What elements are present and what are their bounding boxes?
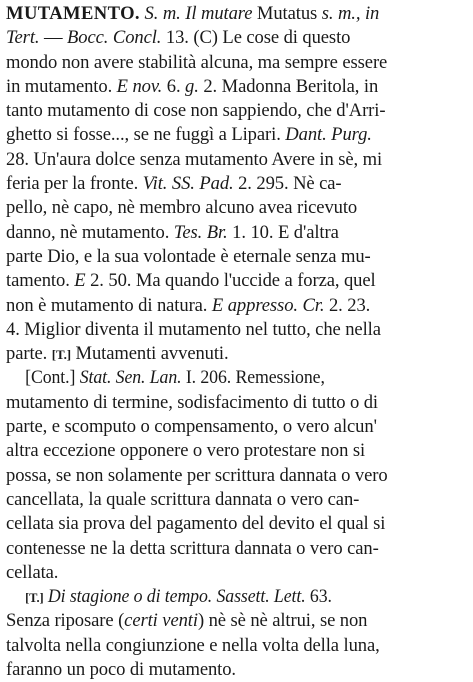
entry-text-run: 2. 50. Ma quando l'uccide a forza, quel [85,270,376,292]
entry-line [6,196,465,220]
italic-text: s. m., [321,3,361,24]
entry-text-run: in mutamento. [6,75,117,97]
entry-text-run: Mutamenti avvenuti. [70,343,229,365]
entry-line [6,537,465,561]
entry-line [6,439,465,463]
entry-text-run: 13. (C) Le cose di questo [161,27,351,49]
entry-text-run: 2. 23. [324,294,371,316]
italic-text: S. m. [144,3,181,24]
entry-line [6,99,465,123]
entry-line [6,585,445,609]
entry-line [6,512,465,536]
entry-text-run: possa, se non solamente per scrittura dannata o vero [6,464,388,486]
entry-text-run: parte Dio, e la sua volontade è eternale senza mu- [6,245,371,267]
italic-text: Bocc. Concl. [67,27,162,49]
entry-text-run: faranno un poco di mutamento. [6,659,236,681]
italic-text: E [74,270,86,292]
entry-line [6,26,465,50]
dictionary-entry-mutamento [6,2,465,682]
entry-line [6,318,465,342]
entry-line [6,123,465,147]
entry-text-run: 6. [162,75,186,97]
italic-text: Vit. SS. Pad. [142,173,234,195]
entry-text-run: I. 206. Remessione, [181,367,325,389]
entry-line [6,269,465,293]
entry-text-run: tamento. [6,270,75,292]
entry-line [6,172,465,196]
italic-text: g. [185,75,199,97]
italic-text: Dant. Purg. [285,124,372,146]
entry-text-run: [Cont.] [25,367,80,389]
entry-text-run: cellata sia prova del pagamento del devito el qual si [6,513,386,535]
entry-text-run: talvolta nella congiunzione e nella volta della luna, [6,634,380,656]
entry-text-run: 1. 10. E d'altra [227,221,339,243]
entry-text-run: cancellata, la quale scrittura dannata o vero can- [6,488,360,510]
italic-text: Tes. Br. [173,221,228,243]
entry-text-run: 2. 295. Nè ca- [233,173,342,195]
entry-text-run: altra eccezione opponere o vero protestare non si [6,440,366,462]
entry-line [6,342,465,366]
entry-text-run: mutamento di termine, sodisfacimento di tutto o di [6,391,378,413]
entry-text-run: Mutatus [252,3,322,24]
italic-text: Di stagione o di tempo. Sassett. Lett. [47,586,306,608]
entry-line [6,658,465,682]
headword: MUTAMENTO. [6,3,140,24]
entry-line [6,2,465,26]
entry-line [6,294,465,318]
section-marker: [T.] [51,347,71,363]
entry-text-run: 28. Un'aura dolce senza mutamento Avere in sè, mi [6,148,383,170]
entry-text-run: contenesse ne la detta scrittura dannata o vero can- [6,537,379,559]
entry-line [6,391,465,415]
italic-text: Tert. [6,27,40,49]
entry-line [6,148,465,172]
italic-text: Stat. Sen. Lan. [79,367,182,389]
entry-text-run: parte. [6,343,52,365]
italic-text: E appresso. Cr. [211,294,325,316]
entry-text-run: Senza riposare ( [6,610,125,632]
entry-text-run: ) nè sè nè altrui, se non [197,610,368,632]
entry-text-run: 4. Miglior diventa il mutamento nel tutto, che nella [6,318,381,340]
entry-text-run: danno, nè mutamento. [6,221,174,243]
entry-line [6,366,445,390]
entry-text-run: — [39,27,68,49]
entry-text-run: pello, nè capo, nè membro alcuno avea ricevuto [6,197,358,219]
entry-line [6,221,465,245]
entry-text-run: 63. [305,586,332,608]
entry-text-run: feria per la fronte. [6,173,143,195]
entry-line [6,51,465,75]
section-marker: [T.] [25,590,44,606]
italic-text: E nov. [116,75,163,97]
entry-line [6,488,465,512]
entry-line [6,634,465,658]
entry-text-run: non è mutamento di natura. [6,294,212,316]
entry-line [6,464,465,488]
entry-text-run: 2. Madonna Beritola, in [198,75,379,97]
entry-line [6,75,465,99]
entry-line [6,561,465,585]
entry-line [6,415,465,439]
entry-line [6,245,465,269]
entry-text-run: ghetto si fosse..., se ne fuggì a Lipari. [6,124,286,146]
italic-text: in [364,3,380,24]
entry-line [6,609,465,633]
entry-text-run: parte, e scomputo o compensamento, o vero alcun' [6,416,377,438]
italic-text: certi venti [124,610,198,632]
entry-text-run: cellata. [6,561,59,583]
entry-text-run: tanto mutamento di cose non sappiendo, che d'Arri- [6,100,386,122]
italic-text: Il mutare [185,3,253,24]
entry-text-run: mondo non avere stabilità alcuna, ma sempre essere [6,51,388,73]
